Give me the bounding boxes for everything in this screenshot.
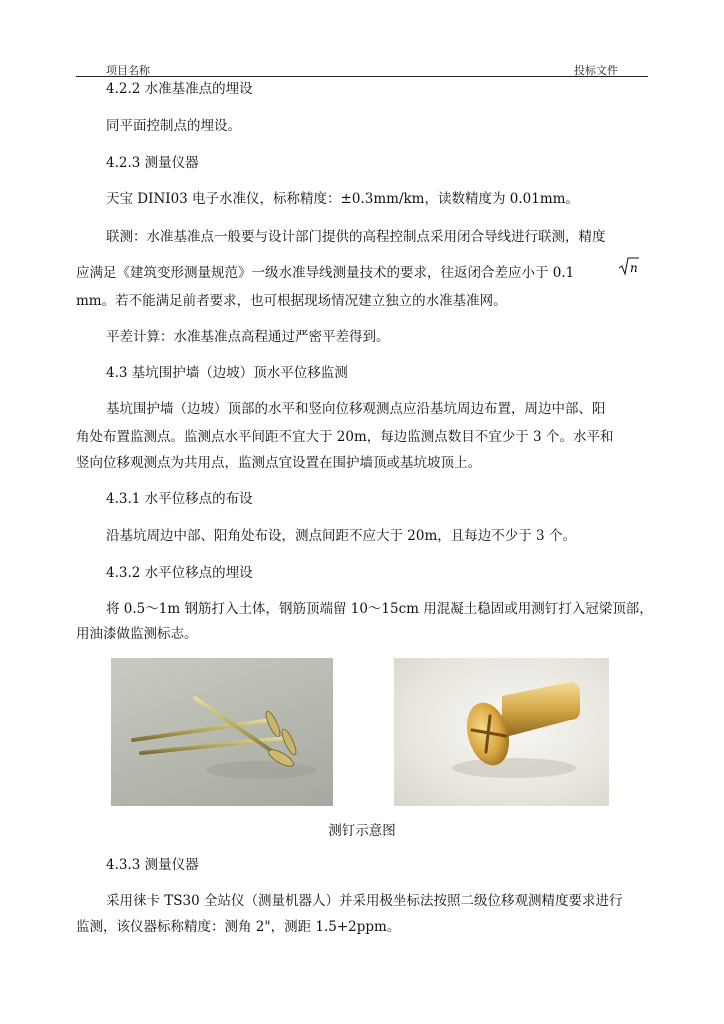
nails-illustration [111, 658, 333, 806]
paragraph-text: 将 0.5～1m 钢筋打入土体，钢筋顶端留 10～15cm 用混凝土稳固或用测钉打入冠梁顶部， [106, 601, 653, 617]
survey-screw-photo [394, 658, 609, 806]
sqrt-radicand: n [630, 261, 638, 275]
screw-illustration [394, 658, 609, 806]
sqrt-n-symbol [618, 256, 640, 276]
paragraph-text: 联测：水准基准点一般要与设计部门提供的高程控制点采用闭合导线进行联测，精度 [106, 229, 606, 245]
heading-4-2-3: 4.2.3 测量仪器 [106, 155, 199, 171]
paragraph-text: 基坑围护墙（边坡）顶部的水平和竖向位移观测点应沿基坑周边布置，周边中部、阳 [106, 401, 606, 417]
paragraph-text: 竖向位移观测点为共用点，监测点宜设置在围护墙顶或基坑坡顶上。 [76, 455, 481, 471]
paragraph-text: 应满足《建筑变形测量规范》一级水准导线测量技术的要求，往返闭合差应小于 0.1 [76, 265, 575, 281]
heading-4-3: 4.3 基坑围护墙（边坡）顶水平位移监测 [106, 365, 348, 381]
paragraph-text: 用油漆做监测标志。 [76, 626, 198, 642]
paragraph-text: mm。若不能满足前者要求，也可根据现场情况建立独立的水准基准网。 [76, 293, 507, 309]
figure-caption: 测钉示意图 [328, 823, 396, 839]
paragraph-text: 天宝 DINI03 电子水准仪，标称精度：±0.3mm/km，读数精度为 0.01mm。 [106, 191, 579, 207]
heading-4-3-3: 4.3.3 测量仪器 [106, 857, 199, 873]
paragraph-text: 采用徕卡 TS30 全站仪（测量机器人）并采用极坐标法按照二级位移观测精度要求进行 [106, 893, 623, 909]
paragraph-text: 角处布置监测点。监测点水平间距不宜大于 20m，每边监测点数目不宜少于 3 个。水平和 [76, 429, 614, 445]
nails-photo [111, 658, 333, 806]
paragraph-text: 监测，该仪器标称精度：测角 2"，测距 1.5+2ppm。 [76, 919, 401, 935]
header-rule [76, 76, 648, 77]
heading-4-3-1: 4.3.1 水平位移点的布设 [106, 491, 253, 507]
paragraph-text: 同平面控制点的埋设。 [106, 118, 241, 134]
header-project-name: 项目名称 [106, 64, 150, 77]
paragraph-text: 沿基坑周边中部、阳角处布设，测点间距不应大于 20m，且每边不少于 3 个。 [106, 528, 576, 544]
paragraph-text: 平差计算：水准基准点高程通过严密平差得到。 [106, 329, 390, 345]
heading-4-3-2: 4.3.2 水平位移点的埋设 [106, 565, 253, 581]
heading-4-2-2: 4.2.2 水准基准点的埋设 [106, 81, 253, 97]
header-doc-type: 投标文件 [574, 64, 618, 77]
